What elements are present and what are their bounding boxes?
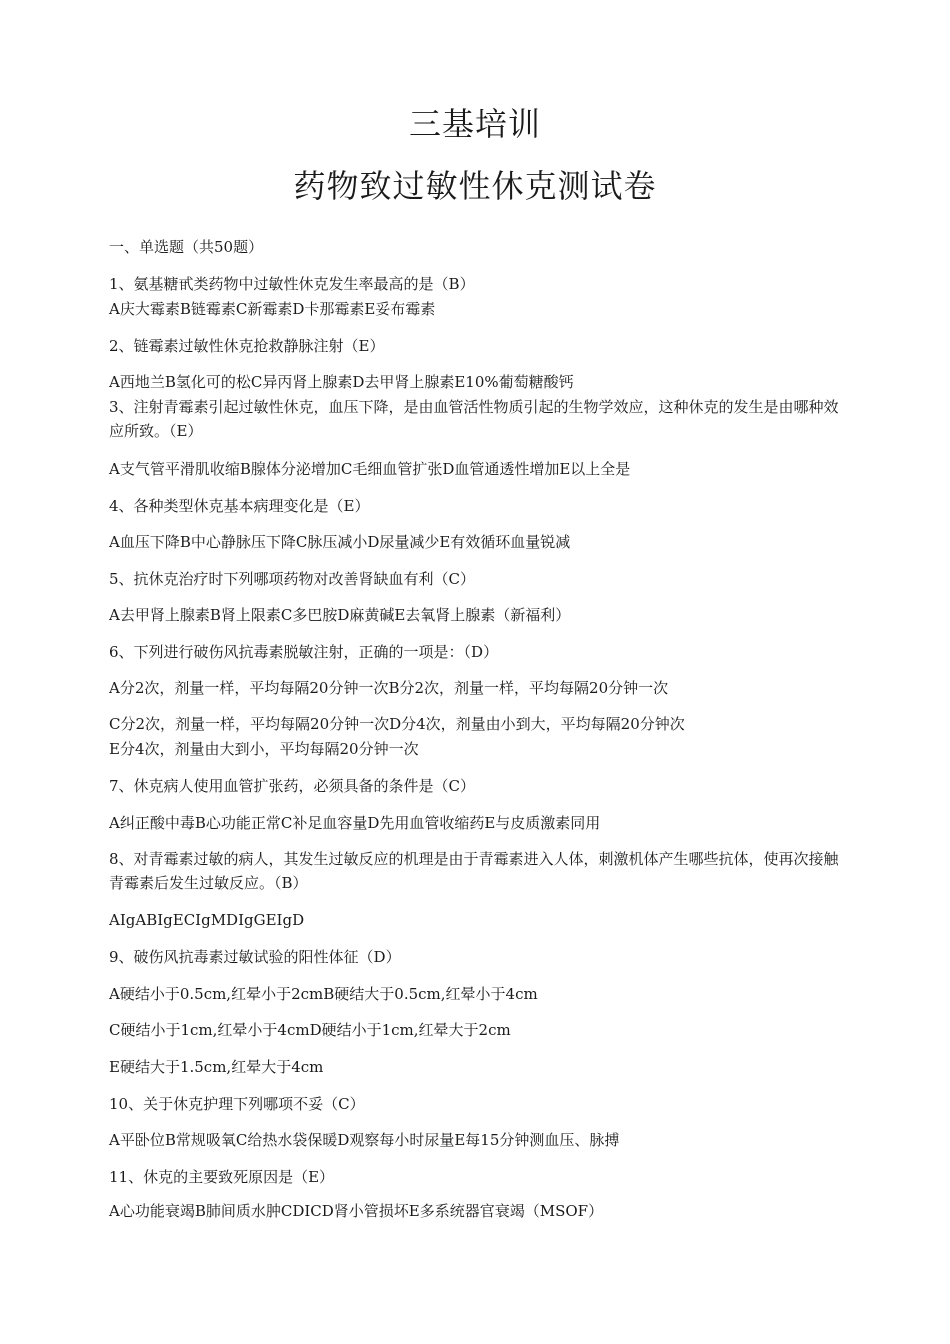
question-8-options: AIgABIgECIgMDIgGEIgD [109,911,305,929]
question-1: 1、氨基糖甙类药物中过敏性休克发生率最高的是（B） [109,275,475,293]
question-2-options: A西地兰B氢化可的松C异丙肾上腺素D去甲肾上腺素E10%葡萄糖酸钙 [109,373,574,391]
question-6-options-3: E分4次，剂量由大到小，平均每隔20分钟一次 [109,740,419,758]
question-10: 10、关于休克护理下列哪项不妥（C） [109,1095,365,1113]
section-heading: 一、单选题（共50题） [109,238,264,256]
question-7-options: A纠正酸中毒B心功能正常C补足血容量D先用血管收缩药E与皮质激素同用 [109,814,601,832]
question-11: 11、休克的主要致死原因是（E） [109,1168,335,1186]
question-4: 4、各种类型休克基本病理变化是（E） [109,497,370,515]
question-5-options: A去甲肾上腺素B肾上限素C多巴胺D麻黄碱E去氧肾上腺素（新福利） [109,606,571,624]
question-9-options-1: A硬结小于0.5cm,红晕小于2cmB硬结大于0.5cm,红晕小于4cm [109,985,538,1003]
question-10-options: A平卧位B常规吸氧C给热水袋保暖D观察每小时尿量E每15分钟测血压、脉搏 [109,1131,620,1149]
question-3-options: A支气管平滑肌收缩B腺体分泌增加C毛细血管扩张D血管通透性增加E以上全是 [109,460,631,478]
question-2: 2、链霉素过敏性休克抢救静脉注射（E） [109,337,385,355]
question-8: 8、对青霉素过敏的病人，其发生过敏反应的机理是由于青霉素进入人体，刺激机体产生哪些抗体，使再次接触青霉素后发生过敏反应。（B） [109,850,839,892]
document-title: 三基培训 [408,105,541,143]
question-3: 3、注射青霉素引起过敏性休克，血压下降，是由血管活性物质引起的生物学效应，这种休克的发生是由哪种效应所致。（E） [109,398,839,440]
question-9-options-2: C硬结小于1cm,红晕小于4cmD硬结小于1cm,红晕大于2cm [109,1021,511,1039]
question-6-options-1: A分2次，剂量一样，平均每隔20分钟一次B分2次，剂量一样，平均每隔20分钟一次 [109,679,669,697]
question-9: 9、破伤风抗毒素过敏试验的阳性体征（D） [109,948,401,966]
document-subtitle: 药物致过敏性休克测试卷 [293,167,657,205]
question-6: 6、下列进行破伤风抗毒素脱敏注射，正确的一项是：（D） [109,643,499,661]
question-6-options-2: C分2次，剂量一样，平均每隔20分钟一次D分4次，剂量由小到大，平均每隔20分钟次 [109,715,685,733]
question-11-options: A心功能衰竭B肺间质水肿CDICD肾小管损坏E多系统器官衰竭（MSOF） [109,1202,604,1220]
question-4-options: A血压下降B中心静脉压下降C脉压减小D尿量减少E有效循环血量锐减 [109,533,571,551]
question-7: 7、休克病人使用血管扩张药，必须具备的条件是（C） [109,777,476,795]
question-9-options-3: E硬结大于1.5cm,红晕大于4cm [109,1058,324,1076]
question-1-options: A庆大霉素B链霉素C新霉素D卡那霉素E妥布霉素 [109,300,436,318]
question-5: 5、抗休克治疗时下列哪项药物对改善肾缺血有利（C） [109,570,476,588]
